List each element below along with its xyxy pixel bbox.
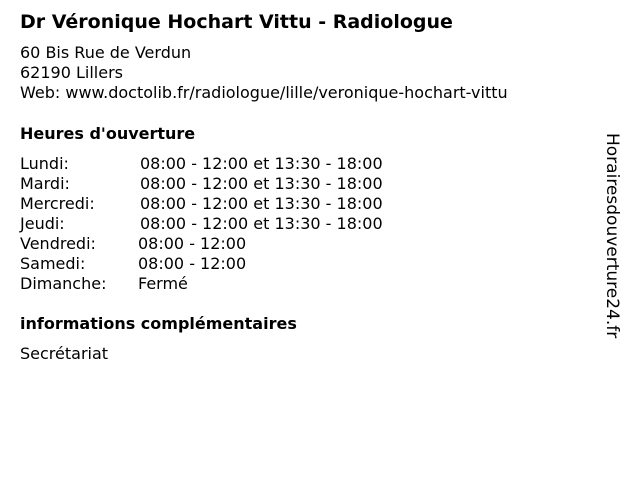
day-label: Dimanche: — [20, 274, 107, 293]
address-block — [20, 43, 508, 103]
day-label: Mercredi: — [20, 194, 95, 213]
day-label: Vendredi: — [20, 234, 96, 253]
time-range: 08:00 - 12:00 et 13:30 - 18:00 — [140, 194, 383, 213]
time-range: 08:00 - 12:00 et 13:30 - 18:00 — [140, 174, 383, 193]
site-watermark: Horairesdouverture24.fr — [602, 133, 622, 339]
time-range: 08:00 - 12:00 et 13:30 - 18:00 — [140, 154, 383, 173]
city-postcode: 62190 Lillers — [20, 63, 123, 82]
opening-hours-heading: Heures d'ouverture — [20, 124, 196, 143]
day-label: Mardi: — [20, 174, 70, 193]
page-title: Dr Véronique Hochart Vittu - Radiologue — [20, 11, 453, 33]
additional-info-heading: informations complémentaires — [20, 314, 297, 333]
day-label: Samedi: — [20, 254, 86, 273]
day-label: Jeudi: — [20, 214, 65, 233]
day-label: Lundi: — [20, 154, 69, 173]
closed-status: Fermé — [138, 274, 188, 293]
time-range: 08:00 - 12:00 — [138, 254, 247, 273]
street-address: 60 Bis Rue de Verdun — [20, 43, 192, 62]
website-text: Web: www.doctolib.fr/radiologue/lille/veronique-hochart-vittu — [20, 83, 508, 102]
time-range: 08:00 - 12:00 et 13:30 - 18:00 — [140, 214, 383, 233]
additional-info-text: Secrétariat — [20, 344, 109, 363]
time-range: 08:00 - 12:00 — [138, 234, 247, 253]
